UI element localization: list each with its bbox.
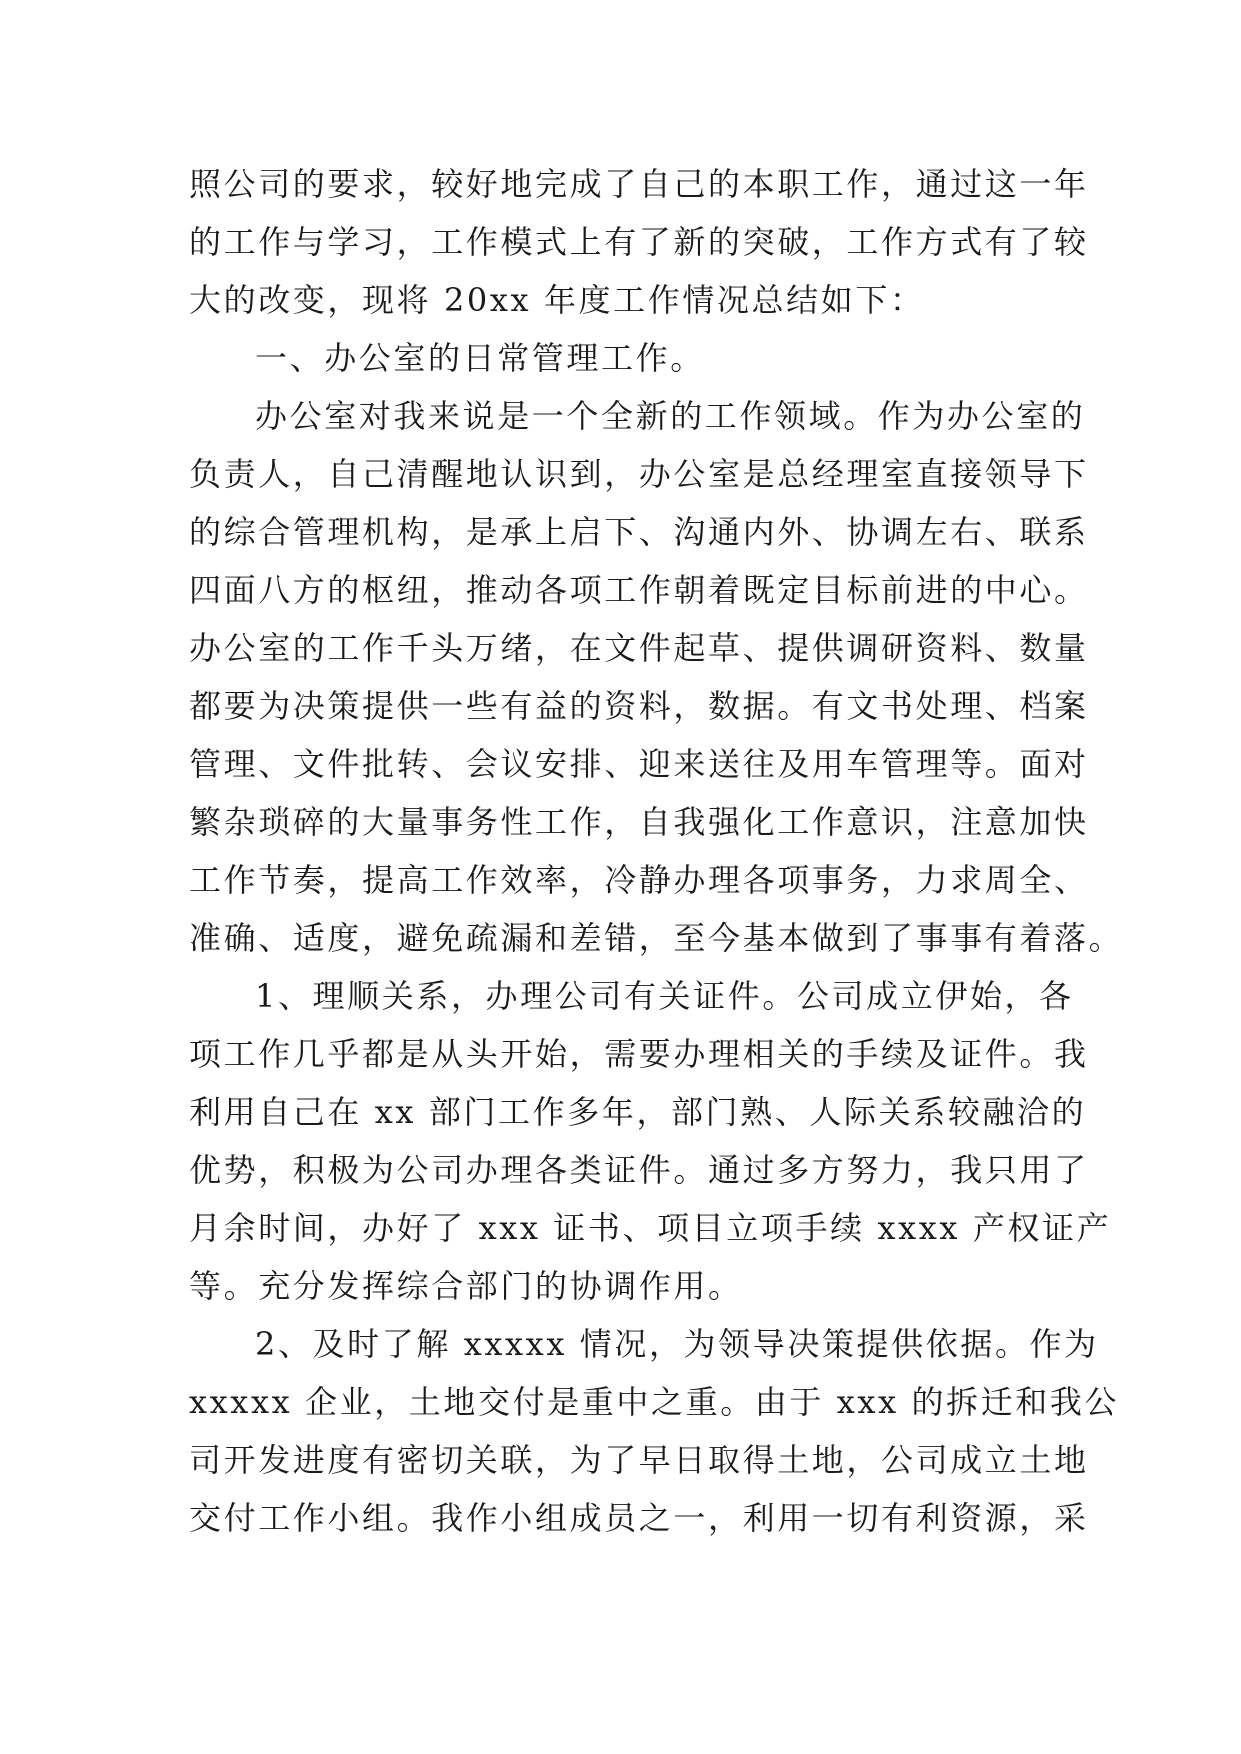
text-line: 等。充分发挥综合部门的协调作用。 [189, 1267, 743, 1305]
text-line: 负责人，自己清醒地认识到，办公室是总经理室直接领导下 [189, 455, 1089, 493]
text-line: 照公司的要求，较好地完成了自己的本职工作，通过这一年 [189, 165, 1089, 203]
text-line: 优势，积极为公司办理各类证件。通过多方努力，我只用了 [189, 1151, 1089, 1189]
text-line: 的工作与学习，工作模式上有了新的突破，工作方式有了较 [189, 223, 1089, 261]
text-line: 利用自己在 xx 部门工作多年，部门熟、人际关系较融洽的 [189, 1093, 1087, 1131]
text-line: 交付工作小组。我作小组成员之一，利用一切有利资源，采 [189, 1499, 1089, 1537]
text-line: 工作节奏，提高工作效率，冷静办理各项事务，力求周全、 [189, 861, 1089, 899]
text-line: 项工作几乎都是从头开始，需要办理相关的手续及证件。我 [189, 1035, 1089, 1073]
text-line: 管理、文件批转、会议安排、迎来送往及用车管理等。面对 [189, 745, 1089, 783]
text-line: 办公室的工作千头万绪，在文件起草、提供调研资料、数量 [189, 629, 1089, 667]
text-line: 月余时间，办好了 xxx 证书、项目立项手续 xxxx 产权证产 [189, 1209, 1112, 1247]
paragraph-first-line: 1、理顺关系，办理公司有关证件。公司成立伊始，各 [255, 977, 1074, 1015]
text-line: 都要为决策提供一些有益的资料，数据。有文书处理、档案 [189, 687, 1089, 725]
section-heading: 一、办公室的日常管理工作。 [255, 339, 705, 377]
text-line: 的综合管理机构，是承上启下、沟通内外、协调左右、联系 [189, 513, 1089, 551]
paragraph-first-line: 2、及时了解 xxxxx 情况，为领导决策提供依据。作为 [255, 1325, 1099, 1363]
text-line: 大的改变，现将 20xx 年度工作情况总结如下： [189, 281, 925, 319]
paragraph-first-line: 办公室对我来说是一个全新的工作领域。作为办公室的 [255, 397, 1086, 435]
text-line: 司开发进度有密切关联，为了早日取得土地，公司成立土地 [189, 1441, 1089, 1479]
text-line: 繁杂琐碎的大量事务性工作，自我强化工作意识，注意加快 [189, 803, 1089, 841]
text-line: 准确、适度，避免疏漏和差错，至今基本做到了事事有着落。 [189, 919, 1124, 957]
text-line: 四面八方的枢纽，推动各项工作朝着既定目标前进的中心。 [189, 571, 1089, 609]
text-line: xxxxx 企业，土地交付是重中之重。由于 xxx 的拆迁和我公 [189, 1383, 1120, 1421]
document-body [189, 155, 1124, 1547]
